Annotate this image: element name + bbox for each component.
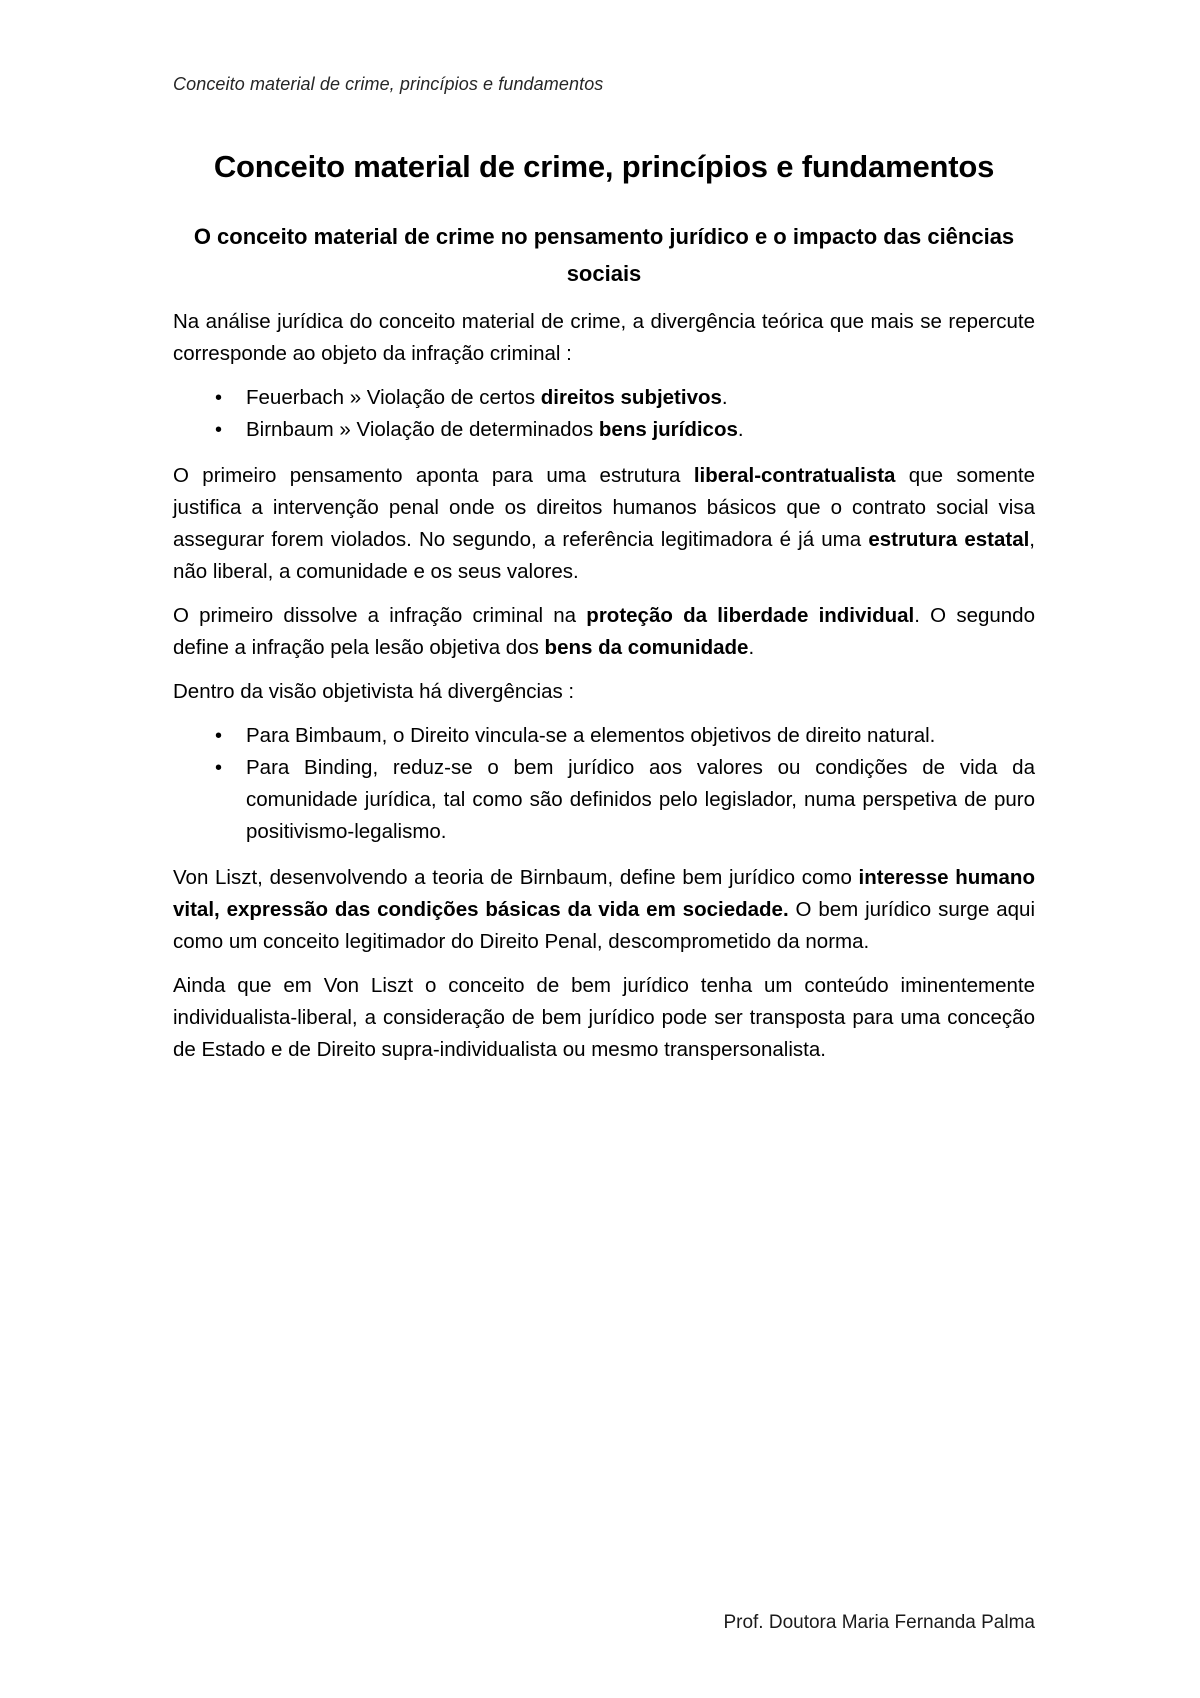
paragraph-first-thought xyxy=(173,460,1035,588)
list-item xyxy=(173,414,1035,446)
list-item xyxy=(173,752,1035,848)
paragraph-text: O bem jurídico surge aqui como um conceito legitimador do Direito Penal, descomprometido da norma. xyxy=(173,898,1035,953)
paragraph-text: O primeiro pensamento aponta para uma estrutura xyxy=(173,464,694,487)
paragraph-emphasis: estrutura estatal xyxy=(868,528,1030,551)
list-item-text: Birnbaum » Violação de determinados xyxy=(246,418,599,441)
paragraph-objectivist: Dentro da visão objetivista há divergências : xyxy=(173,680,575,703)
bullet-list-theories xyxy=(173,382,1035,446)
section-subtitle: O conceito material de crime no pensamento jurídico e o impacto das ciências sociais xyxy=(193,224,1015,286)
paragraph-text: . O segundo define a infração pela lesão objetiva dos xyxy=(173,604,1035,659)
list-item xyxy=(173,720,1035,752)
footer-author: Prof. Doutora Maria Fernanda Palma xyxy=(723,1612,1035,1633)
list-item-emphasis: bens jurídicos xyxy=(598,418,738,441)
paragraph-emphasis: liberal-contratualista xyxy=(693,464,896,487)
list-item-text: Para Bimbaum, o Direito vincula-se a elementos objetivos de direito natural. xyxy=(246,724,936,747)
paragraph-dissolve xyxy=(173,600,1035,664)
paragraph-emphasis: interesse humano vital, expressão das condições básicas da vida em sociedade. xyxy=(173,866,1035,921)
bullet-icon: • xyxy=(215,387,223,409)
list-item-suffix: . xyxy=(737,418,744,441)
list-item xyxy=(173,382,1035,414)
paragraph-text: . xyxy=(748,636,755,659)
list-item-text: Para Binding, reduz-se o bem jurídico aos valores ou condições de vida da comunidade jurídica, tal como são definidos pelo legislador, numa perspetiva de puro positivismo-legalismo. xyxy=(246,756,1035,843)
bullet-icon: • xyxy=(215,757,223,779)
bullet-list-divergences xyxy=(173,720,1035,848)
paragraph-emphasis: bens da comunidade xyxy=(544,636,749,659)
document-body xyxy=(173,146,1035,1078)
running-header: Conceito material de crime, princípios e fundamentos xyxy=(173,74,604,94)
paragraph-intro: Na análise jurídica do conceito material de crime, a divergência teórica que mais se repercute corresponde ao objeto da infração criminal : xyxy=(173,310,1035,365)
paragraph-text: , não liberal, a comunidade e os seus valores. xyxy=(173,528,1035,583)
bullet-icon: • xyxy=(215,419,223,441)
paragraph-conclusion: Ainda que em Von Liszt o conceito de bem jurídico tenha um conteúdo iminentemente individualista-liberal, a consideração de bem jurídico pode ser transposta para uma conceção de Estado e de Direito supra-individualista ou mesmo transpersonalista. xyxy=(173,974,1035,1061)
paragraph-text: Von Liszt, desenvolvendo a teoria de Birnbaum, define bem jurídico como xyxy=(173,866,859,889)
list-item-emphasis: direitos subjetivos xyxy=(540,386,722,409)
bullet-icon: • xyxy=(215,725,223,747)
paragraph-emphasis: proteção da liberdade individual xyxy=(586,604,915,627)
list-item-text: Feuerbach » Violação de certos xyxy=(246,386,541,409)
paragraph-text: que somente justifica a intervenção penal onde os direitos humanos básicos que o contrato social visa assegurar forem violados. No segundo, a referência legitimadora é já uma xyxy=(173,464,1035,551)
paragraph-von-liszt xyxy=(173,862,1035,958)
paragraph-text: O primeiro dissolve a infração criminal na xyxy=(173,604,587,627)
page-title: Conceito material de crime, princípios e fundamentos xyxy=(213,149,995,184)
list-item-suffix: . xyxy=(721,386,728,409)
